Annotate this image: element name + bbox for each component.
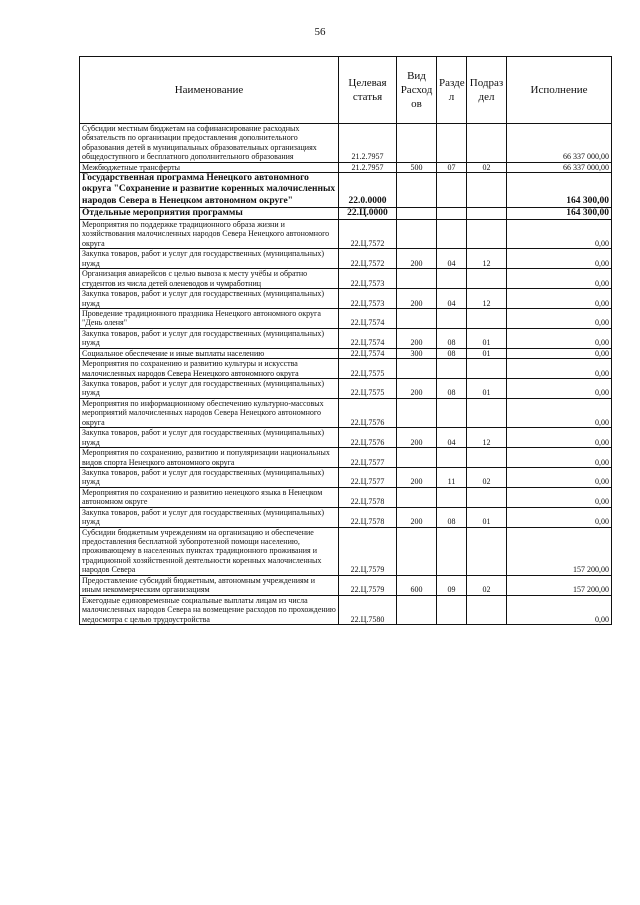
- cell-kind: 200: [397, 428, 437, 448]
- cell-target: 22.Ц.7575: [339, 359, 397, 379]
- cell-kind: 200: [397, 507, 437, 527]
- header-kind: Вид Расход ов: [397, 57, 437, 124]
- cell-kind: [397, 487, 437, 507]
- cell-name: Организация авиарейсов с целью вывоза к месту учёбы и обратно студентов из числа детей оленеводов и чумработниц: [80, 269, 339, 289]
- cell-subsection: [467, 220, 507, 249]
- cell-kind: [397, 527, 437, 575]
- table-row: [80, 289, 612, 309]
- cell-amount: 164 300,00: [507, 173, 612, 208]
- cell-name: Закупка товаров, работ и услуг для государственных (муниципальных) нужд: [80, 328, 339, 348]
- cell-subsection: 02: [467, 467, 507, 487]
- cell-kind: 500: [397, 162, 437, 172]
- cell-section: [437, 220, 467, 249]
- cell-name: Закупка товаров, работ и услуг для государственных (муниципальных) нужд: [80, 249, 339, 269]
- cell-target: 22.Ц.7573: [339, 269, 397, 289]
- table-row: [80, 269, 612, 289]
- cell-amount: 0,00: [507, 507, 612, 527]
- cell-amount: 164 300,00: [507, 207, 612, 219]
- cell-kind: 200: [397, 379, 437, 399]
- table-body: [80, 124, 612, 625]
- cell-subsection: [467, 269, 507, 289]
- cell-target: 21.2.7957: [339, 124, 397, 163]
- cell-amount: 0,00: [507, 379, 612, 399]
- cell-section: 07: [437, 162, 467, 172]
- cell-target: 22.Ц.7577: [339, 448, 397, 468]
- cell-amount: 0,00: [507, 348, 612, 358]
- cell-name: Мероприятия по сохранению и развитию ненецкого языка в Ненецком автономном округе: [80, 487, 339, 507]
- cell-section: [437, 527, 467, 575]
- cell-amount: 66 337 000,00: [507, 124, 612, 163]
- cell-name: Межбюджетные трансферты: [80, 162, 339, 172]
- header-target: Целевая статья: [339, 57, 397, 124]
- cell-kind: [397, 220, 437, 249]
- cell-amount: 0,00: [507, 595, 612, 624]
- cell-section: [437, 448, 467, 468]
- cell-section: [437, 207, 467, 219]
- table-row: [80, 249, 612, 269]
- cell-subsection: 01: [467, 379, 507, 399]
- table-row: [80, 207, 612, 219]
- table-row: [80, 448, 612, 468]
- cell-target: 22.Ц.7578: [339, 487, 397, 507]
- cell-name: Закупка товаров, работ и услуг для государственных (муниципальных) нужд: [80, 379, 339, 399]
- cell-kind: 300: [397, 348, 437, 358]
- cell-amount: 0,00: [507, 398, 612, 427]
- cell-subsection: 02: [467, 162, 507, 172]
- cell-kind: [397, 173, 437, 208]
- table-row: [80, 467, 612, 487]
- header-subsection: Подраз дел: [467, 57, 507, 124]
- table-row: [80, 379, 612, 399]
- cell-amount: 0,00: [507, 328, 612, 348]
- cell-subsection: [467, 448, 507, 468]
- cell-subsection: 12: [467, 289, 507, 309]
- cell-name: Закупка товаров, работ и услуг для государственных (муниципальных) нужд: [80, 428, 339, 448]
- cell-kind: 200: [397, 289, 437, 309]
- cell-target: 22.Ц.7574: [339, 308, 397, 328]
- cell-subsection: [467, 308, 507, 328]
- cell-target: 22.Ц.7580: [339, 595, 397, 624]
- cell-name: Мероприятия по сохранению, развитию и популяризации национальных видов спорта Ненецкого автономного округа: [80, 448, 339, 468]
- cell-target: 22.0.0000: [339, 173, 397, 208]
- cell-subsection: 01: [467, 507, 507, 527]
- table-row: [80, 308, 612, 328]
- cell-name: Мероприятия по поддержке традиционного образа жизни и хозяйствования малочисленных народов Севера Ненецкого автономного округа: [80, 220, 339, 249]
- cell-kind: 200: [397, 328, 437, 348]
- table-header-row: [80, 57, 612, 124]
- cell-subsection: [467, 527, 507, 575]
- cell-name: Отдельные мероприятия программы: [80, 207, 339, 219]
- cell-amount: 0,00: [507, 487, 612, 507]
- cell-target: 22.Ц.7573: [339, 289, 397, 309]
- cell-subsection: 12: [467, 428, 507, 448]
- cell-target: 22.Ц.7576: [339, 428, 397, 448]
- cell-target: 22.Ц.7578: [339, 507, 397, 527]
- cell-kind: [397, 308, 437, 328]
- cell-section: 04: [437, 428, 467, 448]
- cell-kind: 200: [397, 249, 437, 269]
- table-row: [80, 359, 612, 379]
- table-row: [80, 428, 612, 448]
- cell-name: Ежегодные единовременные социальные выплаты лицам из числа малочисленных народов Севера на возмещение расходов по прохождению медосмотра с целью трудоустройства: [80, 595, 339, 624]
- cell-section: [437, 269, 467, 289]
- cell-name: Мероприятия по информационному обеспечению культурно-массовых мероприятий малочисленных народов Севера Ненецкого автономного округа: [80, 398, 339, 427]
- cell-kind: 200: [397, 467, 437, 487]
- table-row: [80, 220, 612, 249]
- cell-amount: 0,00: [507, 249, 612, 269]
- cell-subsection: [467, 173, 507, 208]
- cell-name: Субсидии бюджетным учреждениям на организацию и обеспечение предоставления бесплатной зубопротезной помощи населению, проживающему в населенных пунктах традиционного проживания и традиционной хозяйственной деятельности коренных малочисленных народов Севера: [80, 527, 339, 575]
- cell-section: 08: [437, 379, 467, 399]
- cell-kind: [397, 398, 437, 427]
- cell-amount: 157 200,00: [507, 527, 612, 575]
- header-amount: Исполнение: [507, 57, 612, 124]
- cell-target: 22.Ц.7577: [339, 467, 397, 487]
- cell-name: Закупка товаров, работ и услуг для государственных (муниципальных) нужд: [80, 507, 339, 527]
- cell-target: 21.2.7957: [339, 162, 397, 172]
- cell-target: 22.Ц.7579: [339, 527, 397, 575]
- cell-name: Субсидии местным бюджетам на софинансирование расходных обязательств по организации предоставления дополнительного образования детей в муниципальных образовательных организациях общедоступного и бесплатного дополнительного образования: [80, 124, 339, 163]
- cell-target: 22.Ц.7576: [339, 398, 397, 427]
- cell-subsection: 01: [467, 328, 507, 348]
- cell-name: Проведение традиционного праздника Ненецкого автономного округа "День оленя": [80, 308, 339, 328]
- cell-subsection: [467, 595, 507, 624]
- table-row: [80, 398, 612, 427]
- cell-amount: 0,00: [507, 448, 612, 468]
- cell-section: [437, 595, 467, 624]
- cell-name: Социальное обеспечение и иные выплаты населению: [80, 348, 339, 358]
- cell-name: Мероприятия по сохранению и развитию культуры и искусства малочисленных народов Севера Ненецкого автономного округа: [80, 359, 339, 379]
- cell-target: 22.Ц.0000: [339, 207, 397, 219]
- cell-section: 04: [437, 249, 467, 269]
- cell-kind: [397, 269, 437, 289]
- cell-section: [437, 398, 467, 427]
- cell-target: 22.Ц.7579: [339, 575, 397, 595]
- table-row: [80, 348, 612, 358]
- cell-name: Закупка товаров, работ и услуг для государственных (муниципальных) нужд: [80, 467, 339, 487]
- table-row: [80, 487, 612, 507]
- page-number: 56: [314, 26, 326, 38]
- table-row: [80, 527, 612, 575]
- cell-amount: 0,00: [507, 220, 612, 249]
- header-section: Разде л: [437, 57, 467, 124]
- cell-section: 08: [437, 348, 467, 358]
- table-row: [80, 173, 612, 208]
- cell-subsection: [467, 359, 507, 379]
- cell-section: 11: [437, 467, 467, 487]
- cell-amount: 66 337 000,00: [507, 162, 612, 172]
- cell-subsection: [467, 207, 507, 219]
- budget-table: [79, 56, 612, 625]
- cell-kind: 600: [397, 575, 437, 595]
- cell-target: 22.Ц.7574: [339, 348, 397, 358]
- cell-subsection: [467, 124, 507, 163]
- cell-amount: 157 200,00: [507, 575, 612, 595]
- cell-subsection: [467, 487, 507, 507]
- cell-amount: 0,00: [507, 289, 612, 309]
- table-row: [80, 162, 612, 172]
- cell-kind: [397, 124, 437, 163]
- table-row: [80, 575, 612, 595]
- cell-section: 04: [437, 289, 467, 309]
- cell-section: [437, 124, 467, 163]
- cell-section: [437, 487, 467, 507]
- cell-target: 22.Ц.7572: [339, 220, 397, 249]
- cell-amount: 0,00: [507, 467, 612, 487]
- cell-amount: 0,00: [507, 428, 612, 448]
- cell-amount: 0,00: [507, 359, 612, 379]
- cell-target: 22.Ц.7575: [339, 379, 397, 399]
- cell-kind: [397, 595, 437, 624]
- cell-subsection: 02: [467, 575, 507, 595]
- cell-section: 09: [437, 575, 467, 595]
- header-name: Наименование: [80, 57, 339, 124]
- cell-subsection: [467, 398, 507, 427]
- cell-amount: 0,00: [507, 269, 612, 289]
- table-row: [80, 328, 612, 348]
- cell-name: Предоставление субсидий бюджетным, автономным учреждениям и иным некоммерческим организациям: [80, 575, 339, 595]
- cell-subsection: 01: [467, 348, 507, 358]
- table-row: [80, 595, 612, 624]
- cell-kind: [397, 207, 437, 219]
- cell-section: 08: [437, 507, 467, 527]
- cell-target: 22.Ц.7572: [339, 249, 397, 269]
- cell-subsection: 12: [467, 249, 507, 269]
- cell-name: Закупка товаров, работ и услуг для государственных (муниципальных) нужд: [80, 289, 339, 309]
- table-row: [80, 507, 612, 527]
- cell-section: [437, 359, 467, 379]
- cell-section: [437, 173, 467, 208]
- table-row: [80, 124, 612, 163]
- cell-kind: [397, 448, 437, 468]
- cell-section: [437, 308, 467, 328]
- cell-section: 08: [437, 328, 467, 348]
- cell-amount: 0,00: [507, 308, 612, 328]
- cell-kind: [397, 359, 437, 379]
- cell-target: 22.Ц.7574: [339, 328, 397, 348]
- cell-name: Государственная программа Ненецкого автономного округа "Сохранение и развитие коренных малочисленных народов Севера в Ненецком автономном округе": [80, 173, 339, 208]
